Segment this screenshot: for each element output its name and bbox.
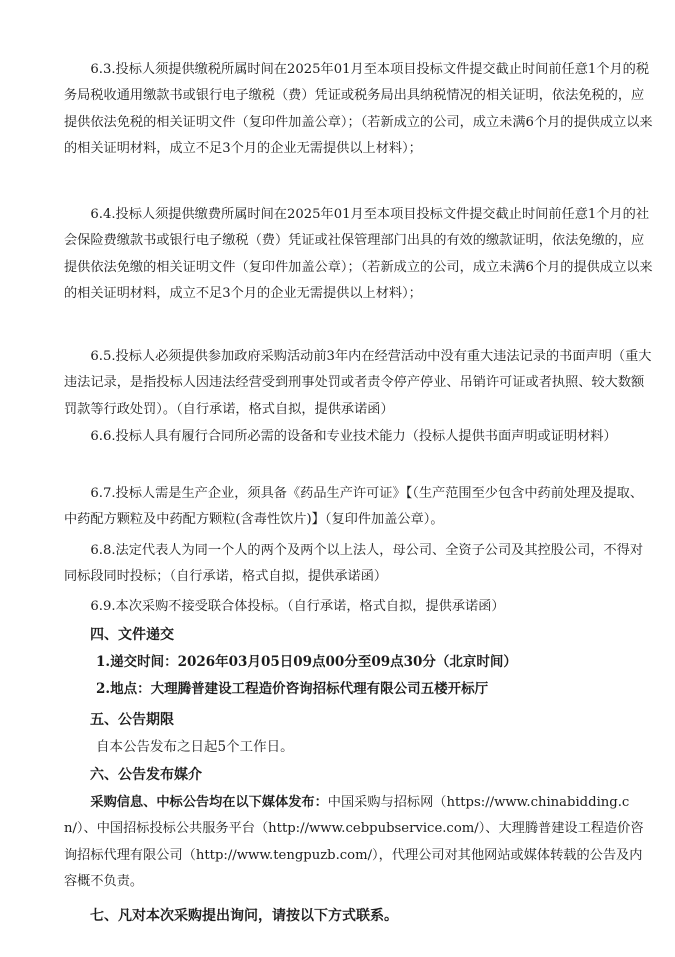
section-6-heading: 六、公告发布媒介 <box>90 767 202 783</box>
item-6-3: 6.3.投标人须提供缴税所属时间在2025年01月至本项目投标文件提交截止时间前任意1个月的税务局税收通用缴款书或银行电子缴税（费）凭证或税务局出具纳税情况的相关证明，依法免税的，应提供依法免税的相关证明文件（复印件加盖公章）；（若新成立的公司，成立未满6个月的提供成立以来的相关证明材料，成立不足3个月的企业无需提供以上材料）； <box>64 62 653 157</box>
section-4-heading: 四、文件递交 <box>90 627 174 643</box>
item-6-5: 6.5.投标人必须提供参加政府采购活动前3年内在经营活动中没有重大违法记录的书面声明（重大违法记录，是指投标人因违法经营受到刑事处罚或者责令停产停业、吊销许可证或者执照、较大数额罚款等行政处罚）。（自行承诺，格式自拟，提供承诺函） <box>64 349 652 417</box>
media-lead: 采购信息、中标公告均在以下媒体发布： <box>90 795 328 810</box>
item-6-6: 6.6.投标人具有履行合同所必需的设备和专业技术能力（投标人提供书面声明或证明材料） <box>90 429 617 444</box>
media-paragraph <box>64 790 654 896</box>
section-5-heading: 五、公告期限 <box>90 712 174 728</box>
item-6-7: 6.7.投标人需是生产企业，须具备《药品生产许可证》【（生产范围至少包含中药前处理及提取、中药配方颗粒及中药配方颗粒(含毒性饮片)】（复印件加盖公章）。 <box>64 486 644 528</box>
notice-period-text: 自本公告发布之日起5个工作日。 <box>96 739 294 755</box>
submission-place: 2.地点：大理腾普建设工程造价咨询招标代理有限公司五楼开标厅 <box>96 681 489 697</box>
submission-time: 1.递交时间：2026年03月05日09点00分至09点30分（北京时间） <box>96 654 517 670</box>
section-7-heading: 七、凡对本次采购提出询问，请按以下方式联系。 <box>90 908 398 924</box>
media-text: 中国采购与招标网（https://www.chinabidding.cn/）、中国招标投标公共服务平台（http://www.cebpubservice.com/）、大理腾普建设工程造价咨询招标代理有限公司（http://www.tengpuzb.com/），代理公司对其他网站或媒体转载的公告及内容概不负责。 <box>64 795 644 890</box>
item-6-8: 6.8.法定代表人为同一个人的两个及两个以上法人，母公司、全资子公司及其控股公司，不得对同标段同时投标；（自行承诺，格式自拟，提供承诺函） <box>64 543 644 585</box>
item-6-9: 6.9.本次采购不接受联合体投标。（自行承诺，格式自拟，提供承诺函） <box>90 599 505 614</box>
item-6-4: 6.4.投标人须提供缴费所属时间在2025年01月至本项目投标文件提交截止时间前任意1个月的社会保险费缴款书或银行电子缴税（费）凭证或社保管理部门出具的有效的缴款证明，依法免缴的，应提供依法免缴的相关证明文件（复印件加盖公章）；（若新成立的公司，成立未满6个月的提供成立以来的相关证明材料，成立不足3个月的企业无需提供以上材料）； <box>64 207 653 302</box>
